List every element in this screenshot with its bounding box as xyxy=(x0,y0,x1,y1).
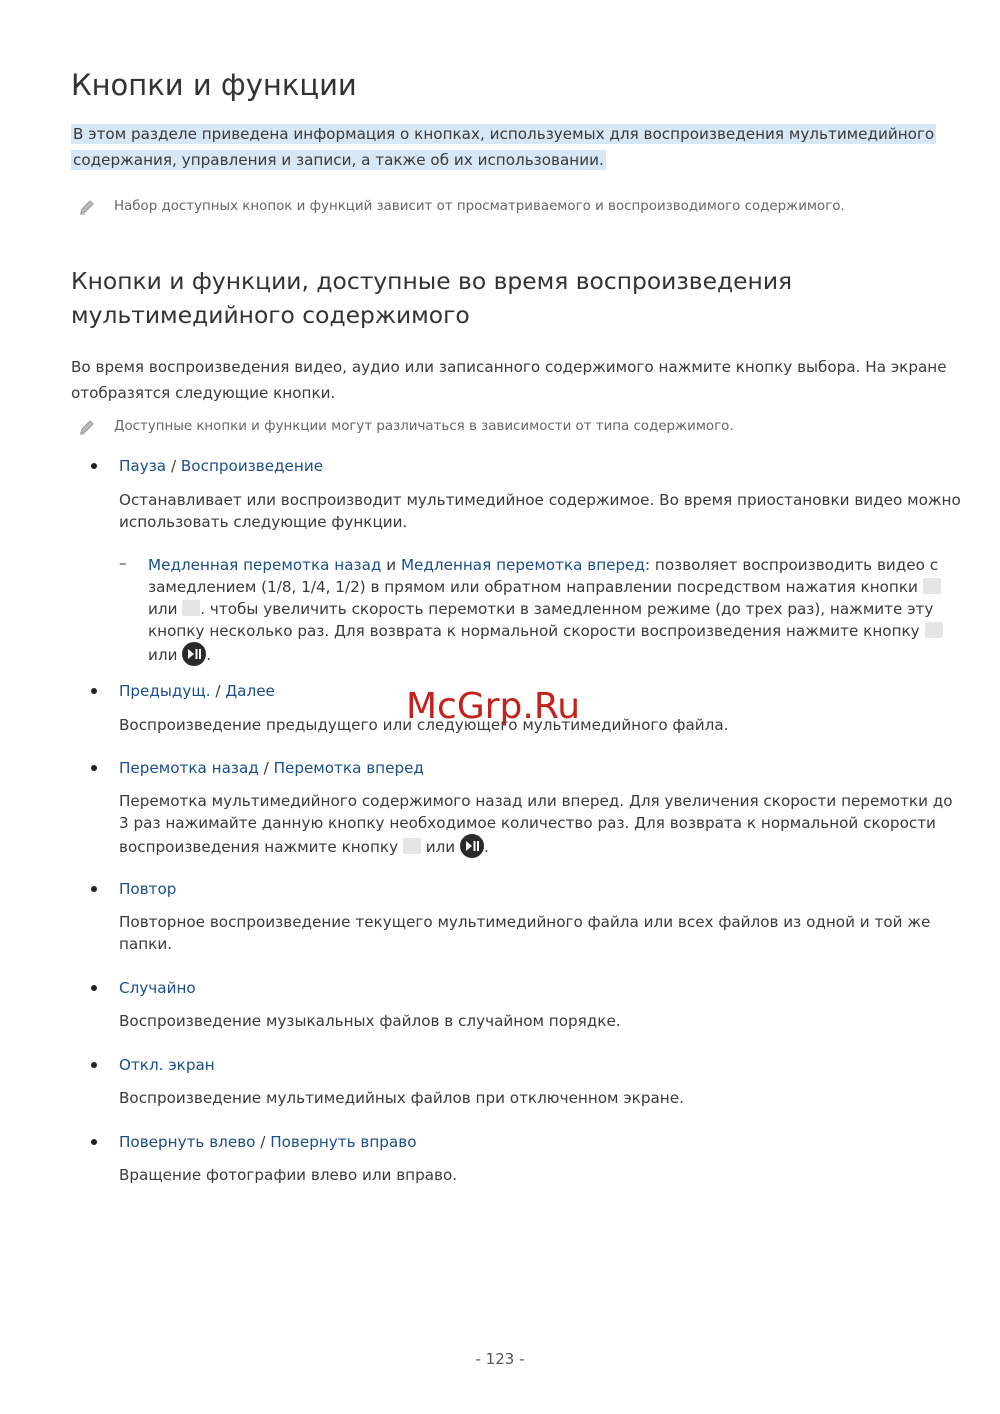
intro-line-2: содержания, управления и записи, а также об их использовании. xyxy=(73,151,604,169)
pencil-note-icon xyxy=(78,418,96,436)
bullet xyxy=(91,765,97,771)
list-item-desc: Воспроизведение предыдущего или следующего мультимедийного файла. xyxy=(119,716,729,734)
bullet xyxy=(91,886,97,892)
term-fast-forward: Перемотка вперед xyxy=(273,759,424,777)
list-item-desc: Воспроизведение музыкальных файлов в случайном порядке. xyxy=(119,1012,621,1030)
list-item-desc: Повторное воспроизведение текущего мультимедийного файла или всех файлов из одной и той же папки. xyxy=(119,913,931,953)
list-item-desc: Вращение фотографии влево или вправо. xyxy=(119,1166,458,1184)
section-paragraph-line-1: Во время воспроизведения видео, аудио или записанного содержимого нажмите кнопку выбора. На экране xyxy=(71,358,947,376)
sub-item-desc: Медленная перемотка назад и Медленная перемотка вперед: позволяет воспроизводить видео с замедлением (1/8, 1/4, 1/2) в прямом или обратном направлении посредством нажатия кнопки или . чтобы увеличить скорость перемотки в замедленном режиме (до трех раз), нажмите эту кнопку несколько раз. Для возврата к нормальной скорости воспроизведения нажмите кнопку или . xyxy=(148,554,943,666)
bullet xyxy=(91,985,97,991)
term-slow-rewind: Медленная перемотка назад xyxy=(148,556,382,574)
play-pause-icon xyxy=(182,642,206,666)
bullet xyxy=(91,463,97,469)
list-item-desc: Воспроизведение мультимедийных файлов при отключенном экране. xyxy=(119,1089,684,1107)
pencil-note-icon xyxy=(78,198,96,216)
list-item-desc: Останавливает или воспроизводит мультимедийное содержимое. Во время приостановки видео можно использовать следующие функции. xyxy=(119,491,961,531)
term-previous: Предыдущ. xyxy=(119,682,211,700)
intro-paragraph xyxy=(71,121,936,173)
term-rotate-right: Повернуть вправо xyxy=(270,1133,417,1151)
section-heading-line-2: мультимедийного содержимого xyxy=(71,301,470,329)
term-next: Далее xyxy=(225,682,275,700)
button-placeholder-icon xyxy=(925,622,943,638)
bullet xyxy=(91,688,97,694)
button-placeholder-icon xyxy=(182,600,200,616)
section-heading-line-1: Кнопки и функции, доступные во время воспроизведения xyxy=(71,267,793,295)
list-item-title: Пауза / Воспроизведение xyxy=(119,457,324,475)
bullet xyxy=(91,1139,97,1145)
page-number: - 123 - xyxy=(475,1350,525,1368)
section-heading xyxy=(71,264,792,332)
watermark: McGrp.Ru xyxy=(406,686,581,727)
button-placeholder-icon xyxy=(403,838,421,854)
term-shuffle: Случайно xyxy=(119,979,196,997)
section-paragraph-line-2: отобразятся следующие кнопки. xyxy=(71,384,336,402)
list-item-title: Повернуть влево / Повернуть вправо xyxy=(119,1133,417,1151)
button-placeholder-icon xyxy=(923,578,941,594)
list-item-title: Предыдущ. / Далее xyxy=(119,682,275,700)
list-item-title: Перемотка назад / Перемотка вперед xyxy=(119,759,424,777)
term-play: Воспроизведение xyxy=(180,457,324,475)
bullet xyxy=(91,1062,97,1068)
note-text: Доступные кнопки и функции могут различаться в зависимости от типа содержимого. xyxy=(114,419,734,434)
section-paragraph xyxy=(71,354,947,406)
list-item-title xyxy=(119,878,176,900)
note-text: Набор доступных кнопок и функций зависит от просматриваемого и воспроизводимого содержимого. xyxy=(114,199,845,214)
play-pause-icon xyxy=(460,834,484,858)
term-slow-forward: Медленная перемотка вперед xyxy=(400,556,645,574)
term-repeat: Повтор xyxy=(119,880,177,898)
term-rotate-left: Повернуть влево xyxy=(119,1133,256,1151)
list-item-title xyxy=(119,977,196,999)
term-pause: Пауза xyxy=(119,457,167,475)
page-title: Кнопки и функции xyxy=(71,68,357,102)
list-item-desc: Перемотка мультимедийного содержимого назад или вперед. Для увеличения скорости перемотки до 3 раз нажимайте данную кнопку необходимое количество раз. Для возврата к нормальной скорости воспроизведения нажмите кнопку или . xyxy=(119,792,953,856)
intro-line-1: В этом разделе приведена информация о кнопках, используемых для воспроизведения мультимедийного xyxy=(73,125,935,143)
list-item-title xyxy=(119,1054,215,1076)
term-screen-off: Откл. экран xyxy=(119,1056,215,1074)
sub-item-dash: – xyxy=(119,554,127,572)
term-rewind: Перемотка назад xyxy=(119,759,259,777)
